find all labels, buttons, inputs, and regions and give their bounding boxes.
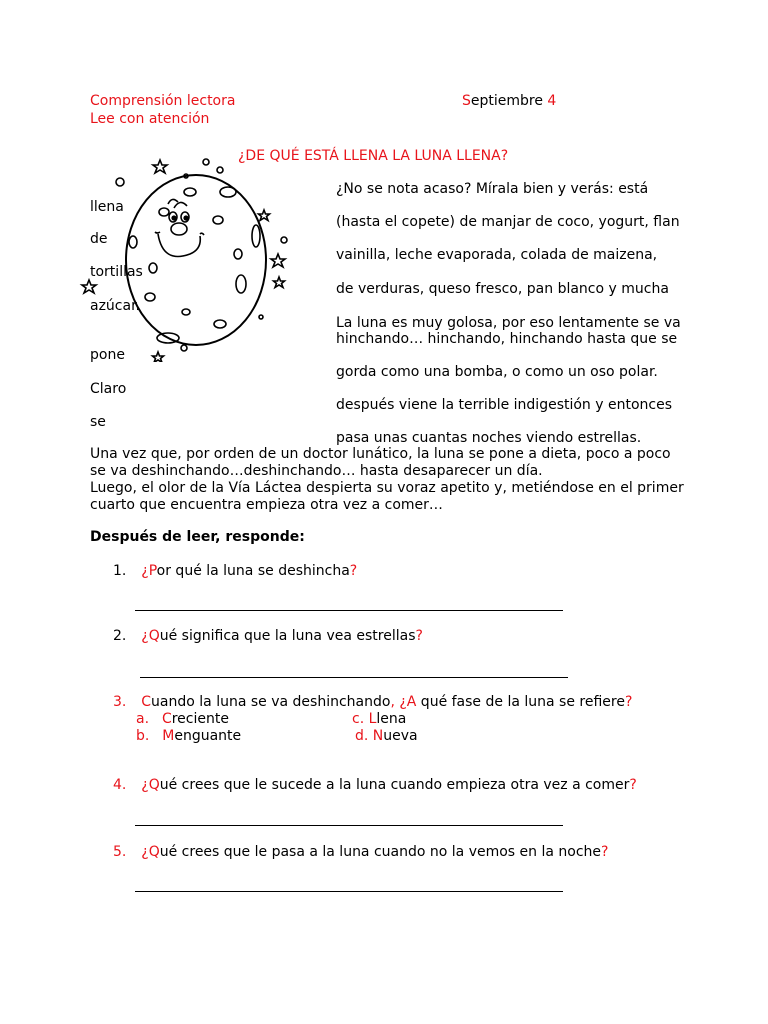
question-4 [113, 777, 637, 794]
question-1 [113, 563, 357, 580]
question-number: 3. [113, 694, 127, 710]
question-close-mark: ? [624, 694, 633, 710]
story-line: vainilla, leche evaporada, colada de maizena, [336, 247, 658, 263]
story-line: La luna es muy golosa, por eso lentamente se va [336, 315, 681, 331]
answer-line[interactable] [135, 891, 563, 892]
question-close-mark: ? [629, 777, 637, 793]
story-line: (hasta el copete) de manjar de coco, yogurt, flan [336, 214, 680, 230]
left-word: Claro [90, 381, 127, 397]
question-number: 1. [113, 563, 127, 579]
question-number: 4. [113, 777, 127, 793]
option-letter: a. [136, 711, 150, 727]
question-number: 2. [113, 628, 127, 644]
option-text: lena [376, 711, 407, 727]
option-text: enguante [174, 728, 242, 744]
option-c[interactable] [352, 711, 406, 728]
question-5 [113, 844, 608, 861]
option-initial: L [368, 711, 377, 727]
date-day: 4 [547, 93, 557, 109]
question-initial: Q [148, 777, 160, 793]
answer-line[interactable] [135, 825, 563, 826]
question-close-mark: ? [415, 628, 423, 644]
question-close-mark: ? [349, 563, 358, 579]
option-d[interactable] [355, 728, 418, 745]
left-word: de [90, 231, 108, 247]
body-line: Luego, el olor de la Vía Láctea despierta su voraz apetito y, metiéndose en el primer [90, 480, 684, 496]
question-comma: , [390, 694, 400, 710]
story-line: hinchando… hinchando, hinchando hasta que se [336, 331, 678, 347]
left-word: pone [90, 347, 125, 363]
question-text: ué crees que le pasa a la luna cuando no la vemos en la noche [159, 844, 602, 860]
option-letter: c. [352, 711, 365, 727]
answer-line[interactable] [135, 610, 563, 611]
question-close-mark: ? [601, 844, 609, 860]
option-text: reciente [171, 711, 229, 727]
question-text: ué significa que la luna vea estrellas [159, 628, 416, 644]
question-initial: C [141, 694, 152, 710]
left-word: se [90, 414, 106, 430]
instruction-text: Lee con atención [90, 111, 210, 127]
section-heading: Después de leer, responde: [90, 529, 305, 545]
question-number: 5. [113, 844, 127, 860]
left-word: tortillas [90, 264, 143, 280]
body-line: cuarto que encuentra empieza otra vez a comer… [90, 497, 443, 513]
option-text: ueva [383, 728, 418, 744]
question-initial: Q [148, 628, 160, 644]
body-line: se va deshinchando…deshinchando… hasta desaparecer un día. [90, 463, 543, 479]
story-title: ¿DE QUÉ ESTÁ LLENA LA LUNA LLENA? [238, 148, 509, 164]
answer-line[interactable] [140, 677, 568, 678]
question-open-mark: ¿ [141, 563, 149, 579]
question-2 [113, 628, 423, 645]
question-3 [113, 694, 632, 711]
story-line: gorda como una bomba, o como un oso polar. [336, 364, 658, 380]
body-line: Una vez que, por orden de un doctor lunático, la luna se pone a dieta, poco a poco [90, 446, 671, 462]
option-initial: M [162, 728, 175, 744]
question-text: ué crees que le sucede a la luna cuando empieza otra vez a comer [159, 777, 630, 793]
moon-illustration-icon [78, 152, 298, 362]
left-word: azúcar. [90, 298, 140, 314]
story-line: después viene la terrible indigestión y entonces [336, 397, 673, 413]
question-text: or qué la luna se deshincha [156, 563, 350, 579]
question-initial: P [148, 563, 157, 579]
option-a[interactable] [136, 711, 229, 728]
option-initial: N [372, 728, 384, 744]
story-line: de verduras, queso fresco, pan blanco y mucha [336, 281, 669, 297]
option-initial: C [161, 711, 172, 727]
subject-title: Comprensión lectora [90, 93, 236, 109]
story-line: pasa unas cuantas noches viendo estrellas. [336, 430, 642, 446]
question-open-mark: ¿ [399, 694, 407, 710]
question-open-mark: ¿ [141, 777, 149, 793]
question-initial-2: A [406, 694, 417, 710]
question-open-mark: ¿ [141, 628, 149, 644]
question-open-mark: ¿ [141, 844, 149, 860]
question-text: uando la luna se va deshinchando [151, 694, 391, 710]
story-line: ¿No se nota acaso? Mírala bien y verás: está [336, 181, 649, 197]
left-word: llena [90, 199, 124, 215]
question-initial: Q [148, 844, 160, 860]
date-text [462, 93, 556, 110]
option-letter: d. [355, 728, 369, 744]
question-text-2: qué fase de la luna se refiere [416, 694, 625, 710]
option-b[interactable] [136, 728, 241, 745]
option-letter: b. [136, 728, 150, 744]
date-initial: S [462, 93, 471, 109]
date-month: eptiembre [470, 93, 548, 109]
